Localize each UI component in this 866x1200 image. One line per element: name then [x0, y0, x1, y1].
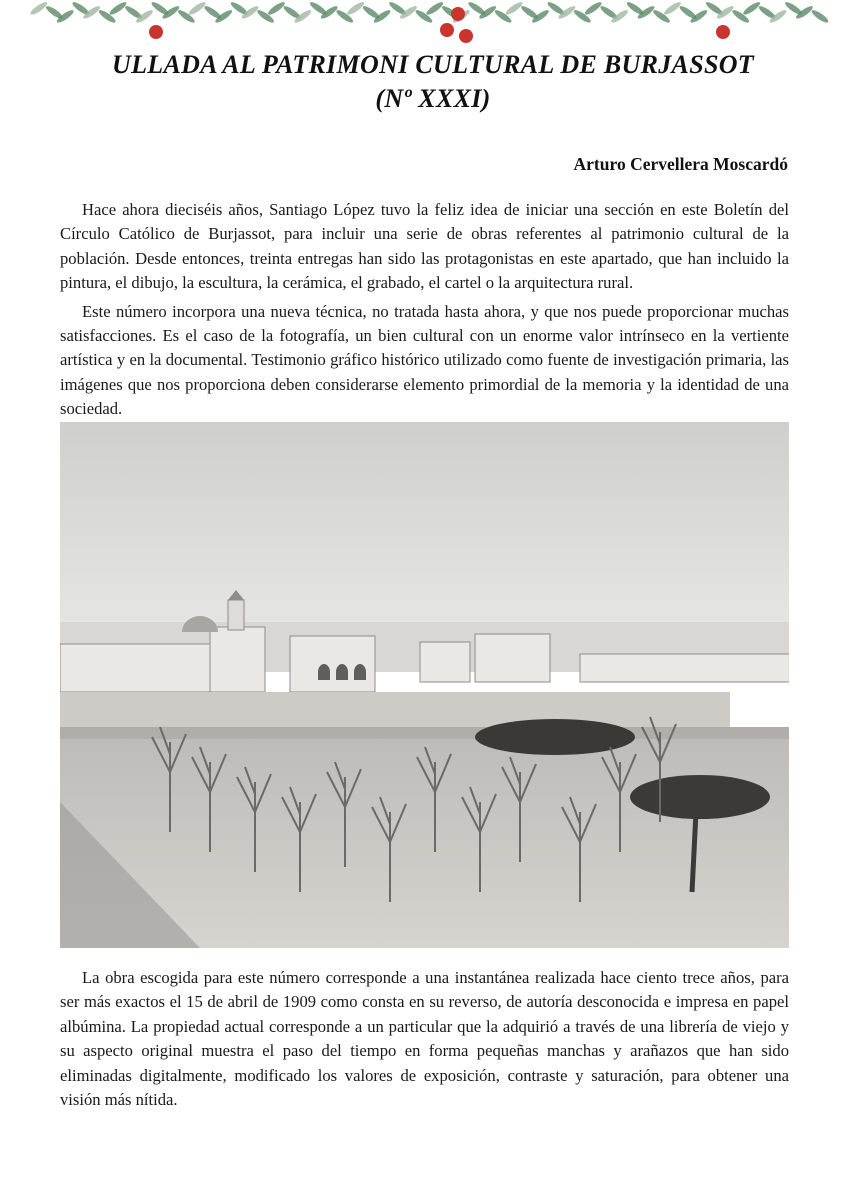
paragraph: La obra escogida para este número corresponde a una instantánea realizada hace ciento trece años, para ser más exactos el 15 de abril de 1909 como consta en su reverso, de autoría desconocida e impresa en papel albúmina. La propiedad actual corresponde a un particular que la adquirió a través de una librería de viejo y su aspecto original muestra el paso del tiempo en forma pequeñas manchas y arañazos que han sido eliminadas digitalmente, modificado los valores de exposición, contraste y saturación, para obtener una visión más nítida. — [60, 968, 789, 1110]
title-line-2: (Nº XXXI) — [375, 84, 491, 113]
title-line-1: ULLADA AL PATRIMONI CULTURAL DE BURJASSOT — [112, 50, 754, 79]
christmas-garland-decoration — [0, 0, 866, 50]
paragraph: Este número incorpora una nueva técnica, no tratada hasta ahora, y que nos puede proporcionar muchas satisfacciones. Es el caso de la fotografía, un bien cultural con un enorme valor intrínseco en la vertiente artística y en la documental. Testimonio gráfico histórico utilizado como fuente de investigación primaria, las imágenes que nos proporciona deben considerarse elemento primordial de la memoria y la identidad de una sociedad. — [60, 301, 789, 419]
intro-text — [60, 198, 789, 426]
outro-text — [60, 966, 789, 1116]
photograph-illustration — [60, 422, 789, 948]
page-title — [0, 48, 866, 116]
author-name: Arturo Cervellera Moscardó — [573, 154, 788, 174]
historic-photograph — [60, 422, 789, 948]
paragraph: Hace ahora dieciséis años, Santiago López tuvo la feliz idea de iniciar una sección en este Boletín del Círculo Católico de Burjassot, para incluir una serie de obras referentes al patrimonio cultural de la población. Desde entonces, treinta entregas han sido las protagonistas en este apartado, que han incluido la pintura, el dibujo, la escultura, la cerámica, el grabado, el cartel o la arquitectura rural. — [60, 200, 789, 293]
